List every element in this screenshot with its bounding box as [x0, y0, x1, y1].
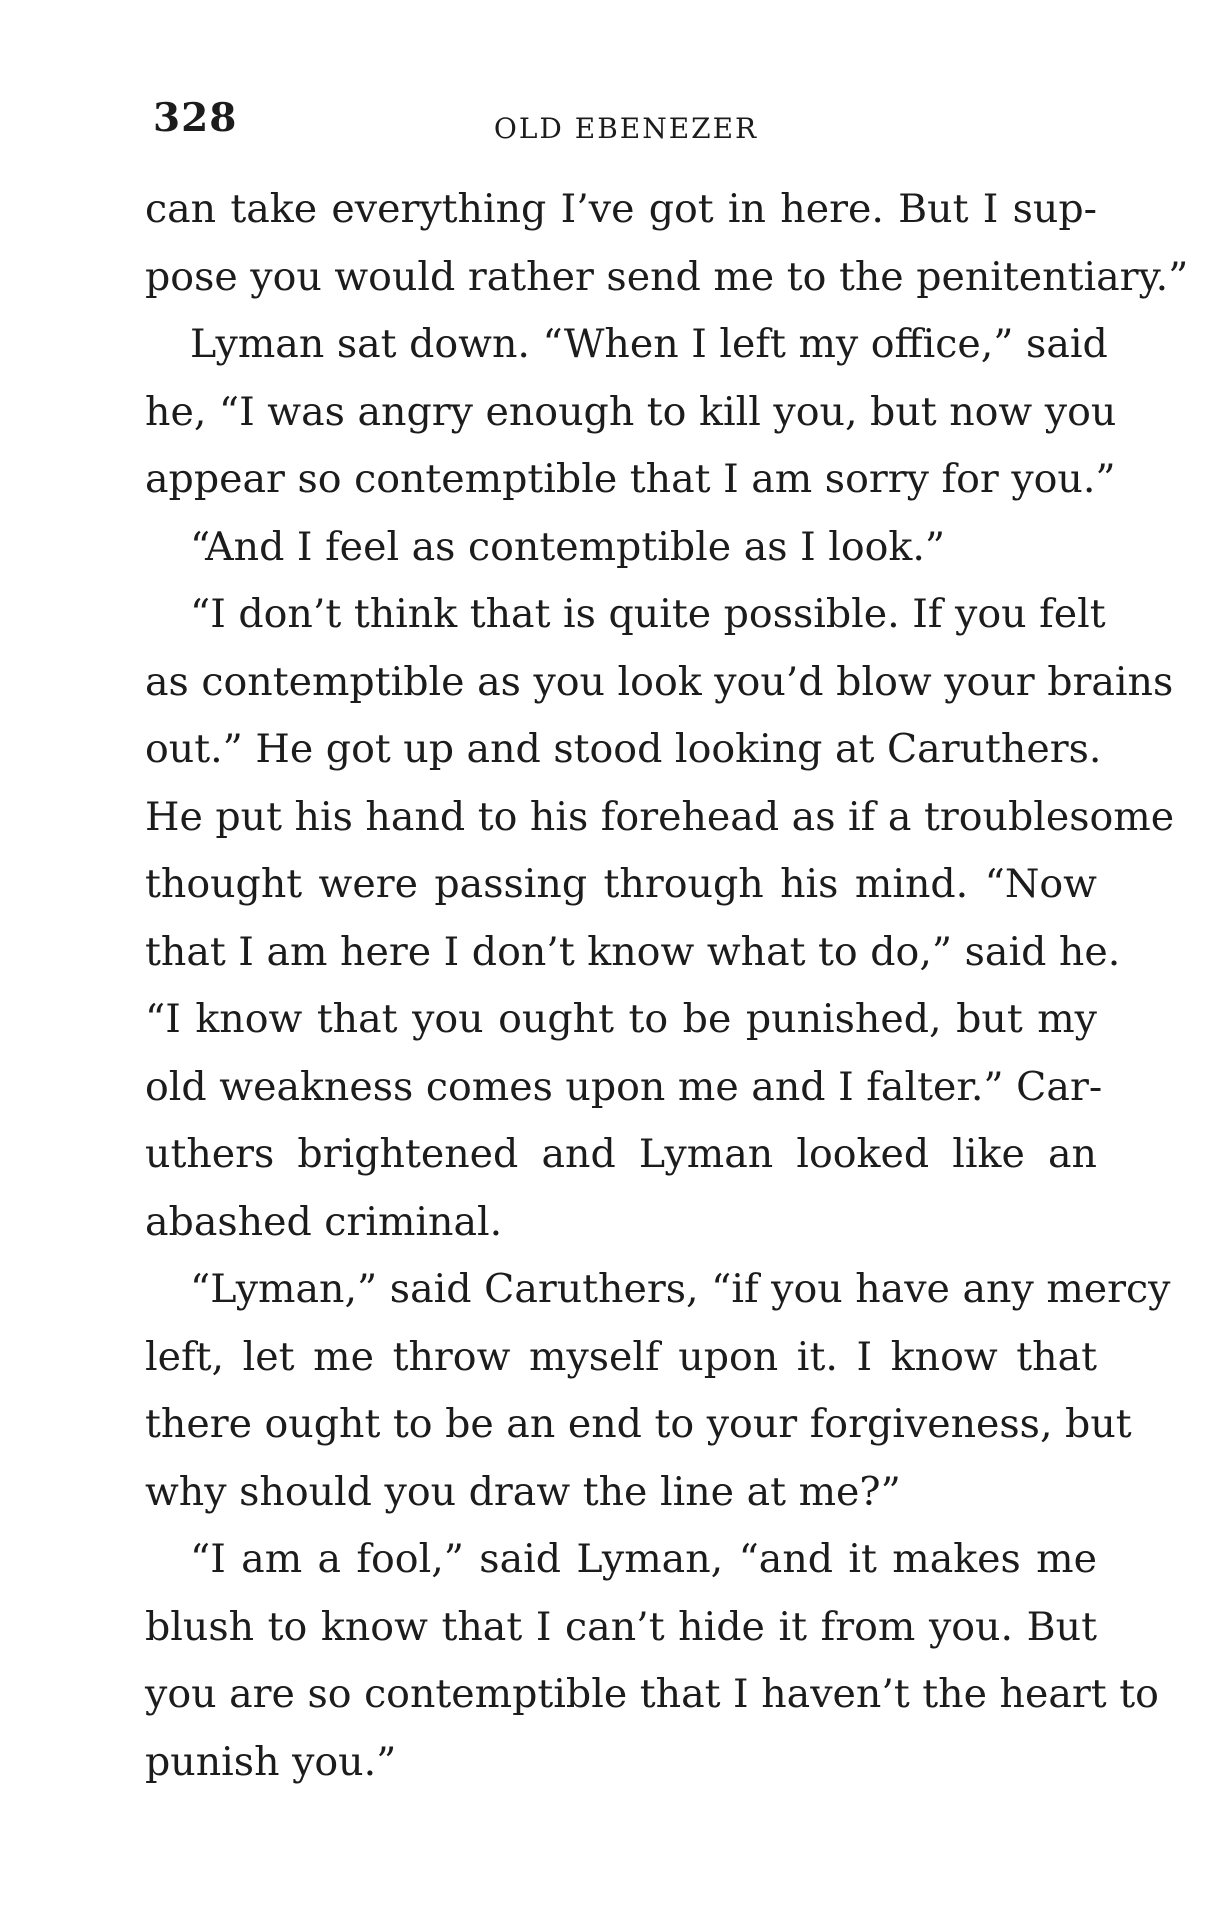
text-line: as contemptible as you look you’d blow your brains	[145, 658, 1174, 705]
text-line: thought were passing through his mind. “Now	[145, 861, 1097, 907]
text-line: old weakness comes upon me and I falter.” Car-	[145, 1063, 1103, 1110]
page-number: 328	[153, 95, 238, 141]
text-line: he, “I was angry enough to kill you, but now you	[145, 388, 1117, 435]
text-line: “I know that you ought to be punished, but my	[145, 996, 1097, 1042]
text-line: that I am here I don’t know what to do,” said he.	[145, 928, 1121, 975]
text-line: Lyman sat down. “When I left my office,” said	[190, 321, 1108, 367]
text-line: He put his hand to his forehead as if a troublesome	[145, 793, 1175, 840]
text-line: there ought to be an end to your forgiveness, but	[145, 1401, 1132, 1447]
text-line: appear so contemptible that I am sorry for you.”	[145, 456, 1116, 502]
text-line: abashed criminal.	[145, 1198, 503, 1245]
text-line: out.” He got up and stood looking at Caruthers.	[145, 726, 1102, 772]
text-line: pose you would rather send me to the penitentiary.”	[145, 253, 1189, 300]
text-line: blush to know that I can’t hide it from you. But	[145, 1603, 1097, 1650]
text-line: uthers brightened and Lyman looked like an	[145, 1131, 1097, 1177]
text-line: “And I feel as contemptible as I look.”	[190, 523, 946, 570]
text-line: “Lyman,” said Caruthers, “if you have any mercy	[190, 1266, 1171, 1312]
text-line: why should you draw the line at me?”	[145, 1468, 901, 1515]
text-line: punish you.”	[145, 1738, 397, 1785]
text-line: “I don’t think that is quite possible. If you felt	[190, 591, 1106, 637]
text-line: can take everything I’ve got in here. But I sup-	[145, 186, 1097, 232]
text-line: you are so contemptible that I haven’t the heart to	[145, 1671, 1159, 1717]
text-line: left, let me throw myself upon it. I know that	[145, 1333, 1097, 1380]
body-text	[145, 176, 1189, 1796]
text-line: “I am a fool,” said Lyman, “and it makes me	[190, 1536, 1097, 1582]
running-title: OLD EBENEZER	[493, 112, 759, 145]
